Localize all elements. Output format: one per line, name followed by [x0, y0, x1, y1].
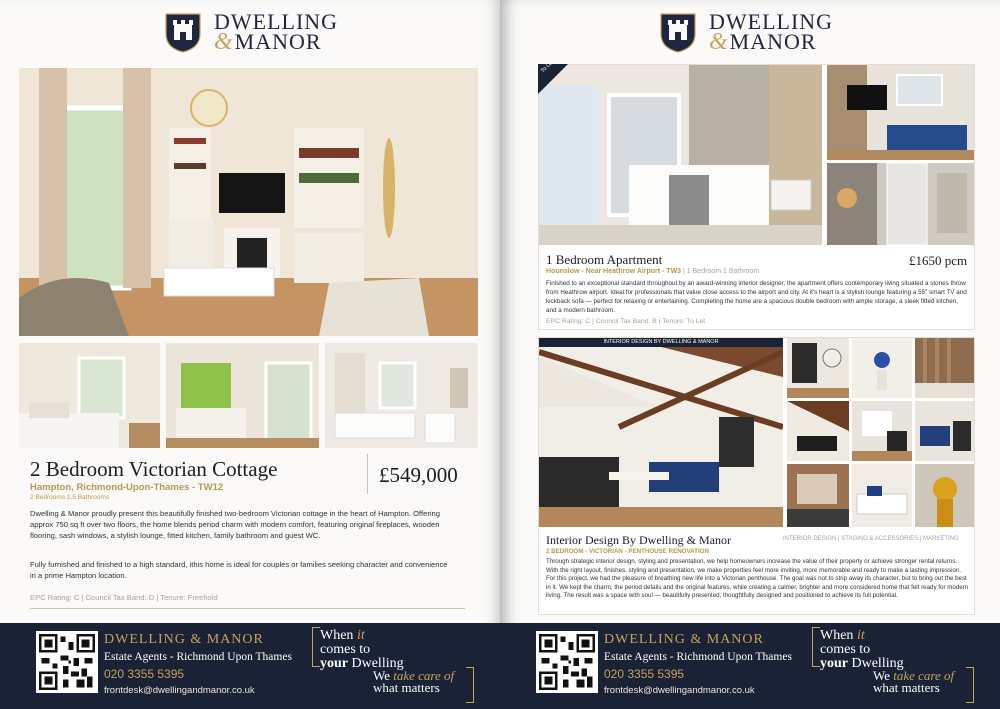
listing-rooms: 2 Bedrooms 1.5 Bathrooms — [30, 494, 110, 501]
penthouse-main-photo — [539, 347, 783, 527]
price-divider — [367, 454, 368, 494]
bracket-left — [812, 627, 820, 667]
right-page — [500, 0, 1000, 709]
bracket-left — [312, 627, 320, 667]
brand-wordmark: DWELLING &MANOR — [214, 9, 339, 55]
brand-logo-right — [655, 10, 833, 54]
grid-photo-7 — [787, 464, 849, 527]
footer-areas: Estate Agents - Richmond Upon Thames — [604, 651, 792, 663]
listing-title: 2 Bedroom Victorian Cottage — [30, 457, 278, 481]
bathroom-photo — [325, 343, 478, 448]
grid-photo-2 — [852, 338, 912, 398]
footer-bar — [0, 623, 500, 709]
grid-photo-5 — [852, 401, 912, 461]
kitchen-photo — [166, 343, 319, 448]
apartment-bedroom-photo — [539, 65, 822, 245]
grid-photo-4 — [787, 401, 849, 461]
footer-company: DWELLING & MANOR — [604, 632, 764, 647]
footer-bar — [500, 623, 1000, 709]
listing-price: £549,000 — [379, 463, 458, 487]
to-let-badge: To Let — [540, 59, 555, 75]
grid-photo-9 — [915, 464, 974, 527]
interior-banner: INTERIOR DESIGN BY DWELLING & MANOR — [539, 338, 783, 347]
footer-phone[interactable]: 020 3355 5395 — [104, 667, 185, 681]
apartment-meta: Hounslow - Near Heathrow Airport - TW3 | 1 Bedroom 1 Bathroom — [546, 268, 760, 275]
crest-icon — [655, 10, 701, 54]
footer-email[interactable]: frontdesk@dwellingandmanor.co.uk — [604, 685, 755, 696]
bracket-right — [466, 667, 474, 703]
apartment-description: Finished to an exceptional standard throughout by an award-winning interior designer, the apartment offers contemporary living situated a stones throw from Heathrow airport. Ideal for professionals that value close access to the airport and city. At it's heart is a stylish lounge featuring a 55" smart TV and kickback sofa — perfect for relaxing or entertaining. Completing the home are a spacious double bedroom with ample storage, a sleek fitted kitchen, and a modern bathroom. — [546, 280, 967, 314]
footer-phone[interactable]: 020 3355 5395 — [604, 667, 685, 681]
qr-code[interactable] — [36, 631, 98, 693]
brand-logo — [160, 10, 338, 54]
tagline-when: When it comes to your Dwelling — [820, 628, 904, 671]
interior-subtitle: 2 BEDROOM - VICTORIAN - PENTHOUSE RENOVATION — [546, 548, 709, 555]
grid-photo-8 — [852, 464, 912, 527]
crest-icon — [160, 10, 206, 54]
interior-services: INTERIOR DESIGN | STAGING & ACCESSORIES | MARKETING — [783, 536, 959, 542]
interior-title: Interior Design By Dwelling & Manor — [546, 533, 731, 547]
apartment-price: £1650 pcm — [909, 253, 968, 268]
apartment-lounge-photo — [827, 65, 974, 160]
apartment-bathroom-photo — [827, 163, 974, 245]
grid-photo-1 — [787, 338, 849, 398]
tagline-care: We take care of what matters — [873, 668, 955, 695]
tagline-when: When it comes to your Dwelling — [320, 628, 404, 671]
apartment-title: 1 Bedroom Apartment — [546, 252, 663, 267]
listing-description: Dwelling & Manor proudly present this beautifully finished two-bedroom Victorian cottage in the heart of Hampton. Offering approx 750 sq ft over two floors, the home blends period charm with modern comfort, featuring original fireplaces, wooden flooring, sash windows, a stylish lounge, fitted kitchen, family bathroom and guest WC. — [30, 509, 441, 540]
listing-location: Hampton, Richmond-Upon-Thames - TW12 — [30, 482, 224, 493]
bracket-right — [966, 667, 974, 703]
qr-code[interactable] — [536, 631, 598, 693]
grid-photo-6 — [915, 401, 974, 461]
grid-photo-3 — [915, 338, 974, 398]
section-divider — [30, 608, 465, 609]
tagline-care: We take care of what matters — [373, 668, 455, 695]
listing-epc: EPC Rating: C | Council Tax Band: D | Tenure: Freehold — [30, 593, 218, 602]
footer-company: DWELLING & MANOR — [104, 632, 264, 647]
bedroom-photo — [19, 343, 160, 448]
brand-wordmark: DWELLING &MANOR — [709, 9, 834, 55]
apartment-epc: EPC Rating: C | Council Tax Band: B | Tenure: To Let — [546, 318, 706, 325]
footer-areas: Estate Agents - Richmond Upon Thames — [104, 651, 292, 663]
main-lounge-photo — [19, 68, 478, 336]
interior-description: Through strategic interior design, styling and presentation, we help homeowners increase the value of their property or achieve stronger rental returns. With the right layout, finishes, styling and presentation, we make properties feel more inviting, more memorable and ready to make a lasting impression. For this project, we had the pleasure of breathing new life into a Victorian penthouse. The goal was not to strip away its character, but to bring out the best in it. We kept the charm, the period details and the original features, while creating a calmer, brighter and more considered home that felt ready for modern living. The result was a space with soul — beautifully presented, thoughtfully designed and positioned to achieve its full potential. — [546, 558, 969, 599]
listing-description-2: Fully furnished and finished to a high standard, ithis home is ideal for couples or families seeking character and convenience in a prime Hampton location. — [30, 560, 448, 580]
footer-email[interactable]: frontdesk@dwellingandmanor.co.uk — [104, 685, 255, 696]
